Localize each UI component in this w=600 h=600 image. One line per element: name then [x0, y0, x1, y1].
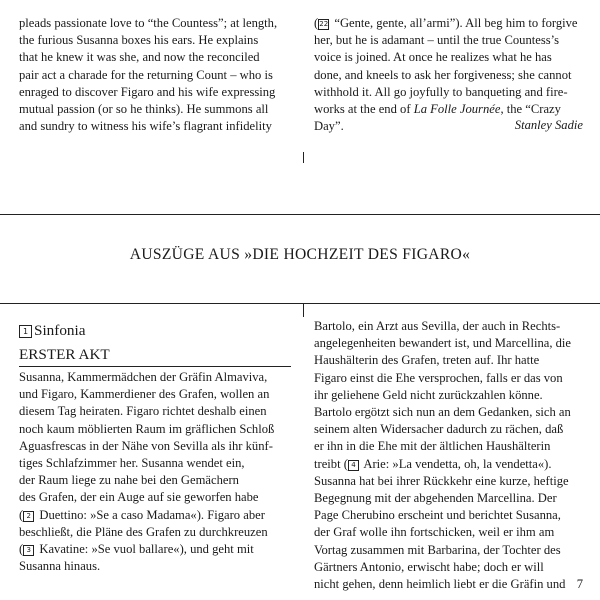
- text-line: Haushälterin des Grafen, treten auf. Ihr hatte: [314, 353, 540, 368]
- text-line: Susanna hinaus.: [19, 559, 101, 574]
- text-line: Susanna hat bei ihrer Rückkehr eine kurze, heftige: [314, 473, 569, 488]
- text-line: der Graf wolle ihn fortschicken, weil er ihm am: [314, 525, 555, 540]
- track-number-icon: 22: [319, 20, 329, 28]
- text-fragment: Arie: »La vendetta, oh, la vendetta«).: [360, 456, 552, 471]
- text-line: Vortag zusammen mit Barbarina, der Tochter des: [314, 542, 561, 557]
- text-line: ( 3 Kavatine: »Se vuol ballare«), und geht mit: [19, 542, 254, 557]
- english-column-left: [19, 15, 292, 135]
- text-line: seinem alten Widersacher dadurch zu rächen, daß: [314, 422, 564, 437]
- text-line: Gärtners Antonio, erwischt habe; doch er will: [314, 559, 544, 574]
- text-line: Susanna, Kammermädchen der Gräfin Almaviva,: [19, 370, 268, 384]
- text-line: that he knew it was she, and now the reconciled: [19, 50, 260, 65]
- text-line: ihr geliehene Geld nicht zurückzahlen könne.: [314, 387, 543, 402]
- text-line: beschließt, die Pläne des Grafen zu durchkreuzen: [19, 524, 268, 539]
- divider-middle: [0, 303, 600, 304]
- text-line: enraged to discover Figaro and his wife expressing: [19, 84, 276, 99]
- text-line: und Figaro, Kammerdiener des Grafen, wollen an: [19, 387, 270, 402]
- act-underline: [19, 366, 291, 367]
- text-line: Page Cherubino erscheint und berichtet Susanna,: [314, 508, 561, 523]
- divider-top: [0, 214, 600, 215]
- column-divider-bottom: [303, 303, 304, 317]
- text-line: nicht gehen, denn heimlich liebt er die Gräfin und: [314, 577, 566, 592]
- text-line: mutual passion (or so he thinks). He summons all: [19, 102, 269, 117]
- page-number: 7: [576, 577, 583, 591]
- text-fragment: , the “Crazy: [500, 102, 561, 117]
- text-line: Aguasfrescas in der Nähe von Sevilla als ihr künf-: [19, 438, 273, 453]
- track-number-icon: 1: [19, 325, 32, 338]
- track-number-icon: 2: [23, 511, 34, 522]
- text-line: tiges Schlafzimmer her. Susanna wendet ein,: [19, 456, 245, 471]
- text-line: Bartolo, ein Arzt aus Sevilla, der auch in Rechts-: [314, 319, 561, 333]
- text-line: des Grafen, der ein Auge auf sie geworfen habe: [19, 490, 259, 505]
- text-line: der Raum liege zu nahe bei den Gemächern: [19, 473, 239, 488]
- text-line: ( 2 Duettino: »Se a caso Madama«). Figaro aber: [19, 507, 265, 522]
- text-fragment: treibt (: [314, 456, 348, 471]
- text-line: diesem Tag heiraten. Figaro richtet deshalb einen: [19, 404, 267, 419]
- text-line: angelegenheiten bewandert ist, und Marcellina, die: [314, 336, 572, 351]
- text-fragment: works at the end of: [314, 102, 414, 117]
- text-line: done, and kneels to ask her forgiveness; she cannot: [314, 67, 572, 82]
- text-line: pleads passionate love to “the Countess”; at length,: [19, 16, 278, 30]
- text-line: the furious Susanna boxes his ears. He explains: [19, 33, 259, 48]
- text-fragment: Duettino: »Se a caso Madama«). Figaro aber: [36, 507, 265, 522]
- text-line: pair act a charade for the returning Count – who is: [19, 67, 273, 82]
- text-line: [314, 456, 585, 473]
- text-line: voice is joined. At once he realizes what he has: [314, 50, 552, 65]
- italic-title: La Folle Journée: [413, 102, 501, 117]
- text-line: Figaro einst die Ehe versprochen, falls er das von: [314, 370, 563, 385]
- text-line: Begegnung mit der abgehenden Marcellina. Der: [314, 491, 557, 506]
- text-line: her, but he is adamant – until the true Countess’s: [314, 33, 560, 48]
- text-line: er ihn in die Ehe mit der ältlichen Haushälterin: [314, 439, 551, 454]
- act-heading: ERSTER AKT: [19, 346, 110, 363]
- text-line: withhold it. All go joyfully to banqueting and fire-: [314, 84, 568, 99]
- track-number-icon: 3: [23, 545, 34, 556]
- german-column-left: [19, 369, 292, 575]
- text-fragment: “Gente, gente, all’armi”). All beg him to forgive: [331, 16, 578, 30]
- text-fragment: Kavatine: »Se vuol ballare«), und geht mit: [36, 542, 254, 557]
- sinfonia-label: Sinfonia: [34, 322, 86, 339]
- text-line: noch kaum möblierten Raum im gräflichen Schloß: [19, 421, 275, 436]
- text-line: and sundry to witness his wife’s flagrant infidelity: [19, 119, 272, 134]
- author-signature: Stanley Sadie: [514, 118, 583, 132]
- sinfonia-heading: [19, 322, 85, 340]
- section-heading: AUSZÜGE AUS »DIE HOCHZEIT DES FIGARO«: [129, 246, 471, 263]
- track-number-icon: 4: [348, 460, 359, 471]
- column-divider-top: [303, 152, 304, 163]
- text-line: (22 “Gente, gente, all’armi”). All beg him to forgive: [314, 16, 578, 30]
- text-line: Bartolo ergötzt sich nun an dem Gedanken, sich an: [314, 405, 571, 420]
- text-line: [314, 101, 585, 118]
- text-line: Day”.: [314, 119, 344, 134]
- german-column-right: [314, 318, 585, 593]
